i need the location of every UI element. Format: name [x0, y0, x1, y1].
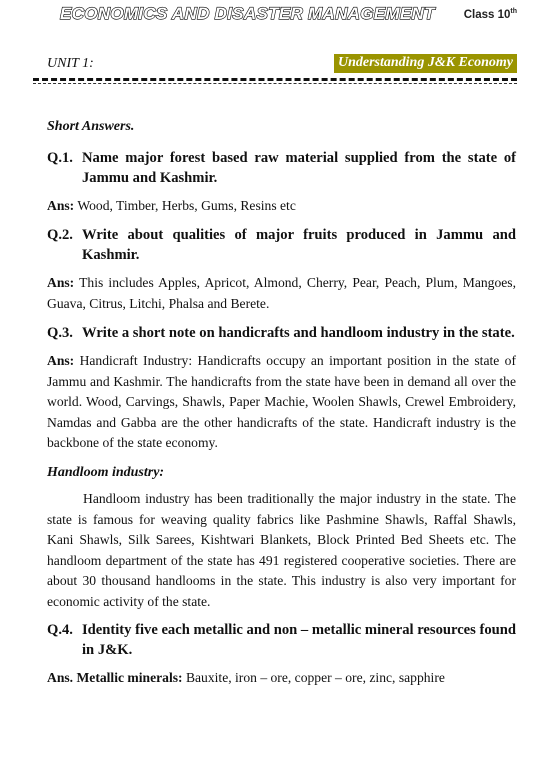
answer-text: Bauxite, iron – ore, copper – ore, zinc, sapphire [182, 670, 445, 685]
question-3 [47, 323, 516, 343]
question-text: Identity five each metallic and non – metallic mineral resources found in J&K. [82, 622, 516, 658]
question-text: Write a short note on handicrafts and handloom industry in the state. [82, 325, 515, 341]
question-number: Q.1. [47, 149, 73, 166]
unit-row [47, 54, 517, 76]
answer-text: Wood, Timber, Herbs, Gums, Resins etc [74, 197, 296, 213]
question-text: Name major forest based raw material supplied from the state of Jammu and Kashmir. [82, 149, 516, 186]
question-2 [47, 225, 516, 265]
answer-text: This includes Apples, Apricot, Almond, Cherry, Pear, Peach, Plum, Mangoes, Guava, Citrus, Litchi, Phalsa and Berete. [47, 275, 516, 311]
handloom-subheading: Handloom industry: [47, 464, 165, 480]
header-rule-thick [33, 78, 517, 81]
header-rule-thin [33, 83, 517, 84]
answer-text: Handicraft Industry: Handicrafts occupy an important position in the state of Jammu and Kashmir. The handicrafts from the state have been in demand all over the world. Wood, Carvings, Shawls, Paper Machie, Woolen Shawls, Crewel Embroidery, Namdas and Gabba are the other handicrafts of the state. Handicraft industry is the backbone of the state economy. [47, 353, 516, 450]
class-label-text: Class 10 [463, 8, 511, 21]
answer-3 [47, 351, 516, 454]
question-4 [47, 620, 516, 660]
answer-label: Ans: [47, 275, 75, 290]
question-number: Q.4. [47, 622, 73, 638]
answer-1 [47, 196, 516, 217]
class-label-suffix: th [510, 8, 517, 15]
answer-label: Ans: [47, 353, 75, 368]
section-title: Short Answers. [47, 119, 135, 134]
question-number: Q.3. [47, 325, 73, 341]
page-content [47, 117, 516, 698]
answer-label: Ans: [47, 197, 75, 213]
class-label [464, 8, 517, 21]
answer-2 [47, 273, 516, 314]
question-1 [47, 148, 516, 188]
subject-banner: ECONOMICS AND DISASTER MANAGEMENT [60, 4, 435, 23]
answer-4 [47, 668, 516, 689]
question-text: Write about qualities of major fruits produced in Jammu and Kashmir. [82, 227, 516, 263]
handloom-paragraph: Handloom industry has been traditionally the major industry in the state. The state is famous for weaving quality fabrics like Pashmine Shawls, Raffal Shawls, Kani Shawls, Silk Sarees, Kishtwari Blankets, Block Printed Bed Sheets etc. The handloom department of the state has 491 registered cooperative societies. There are about 30 thousand handlooms in the state. This industry is also very important for economic activity of the state. [47, 491, 516, 609]
question-number: Q.2. [47, 227, 73, 243]
answer-label: Ans. Metallic minerals: [47, 670, 183, 685]
unit-label: UNIT 1: [47, 56, 94, 71]
unit-title: Understanding J&K Economy [334, 54, 517, 73]
